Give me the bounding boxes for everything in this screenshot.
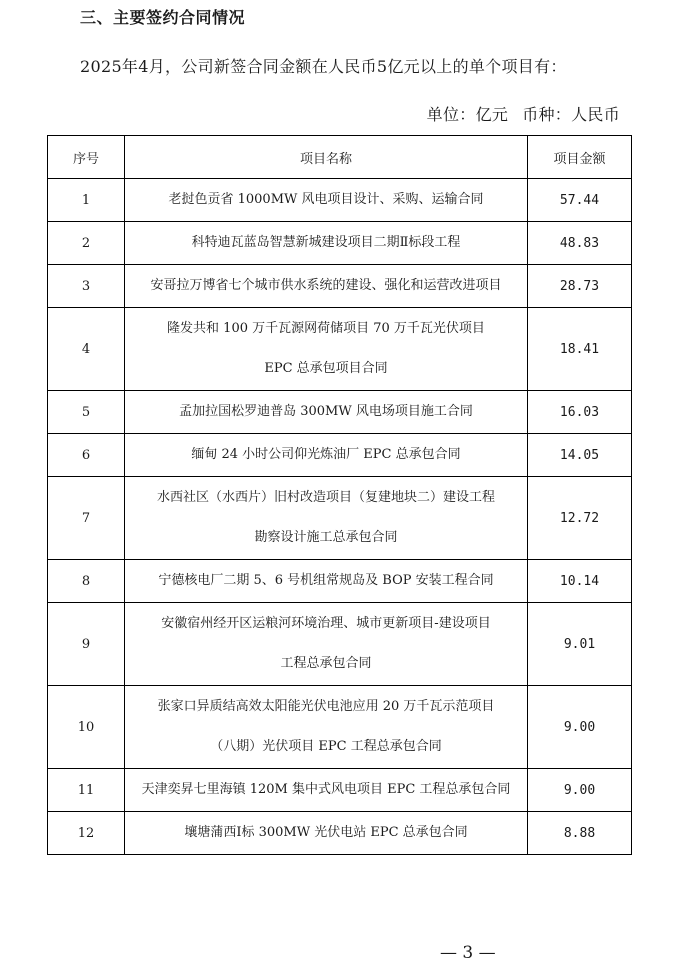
project-amount: 10.14 (528, 560, 632, 603)
project-amount: 48.83 (528, 222, 632, 265)
table-row (48, 812, 632, 855)
project-name-line: 工程总承包合同 (280, 656, 372, 671)
table-row (48, 265, 632, 308)
row-number: 6 (48, 434, 125, 477)
project-name-line: 壤塘蒲西Ⅰ标 300MW 光伏电站 EPC 总承包合同 (184, 825, 468, 840)
header-name: 项目名称 (125, 136, 528, 179)
project-name-line: 天津奕昇七里海镇 120M 集中式风电项目 EPC 工程总承包合同 (141, 782, 511, 797)
project-name-line: 孟加拉国松罗迪普岛 300MW 风电场项目施工合同 (179, 404, 473, 419)
row-number: 7 (48, 477, 125, 560)
row-number: 10 (48, 686, 125, 769)
project-name (125, 179, 528, 222)
project-name (125, 265, 528, 308)
project-name (125, 391, 528, 434)
table-row (48, 686, 632, 769)
unit-label: 单位：亿元 (426, 105, 509, 124)
project-name (125, 769, 528, 812)
project-amount: 9.00 (528, 686, 632, 769)
contracts-table-body (48, 179, 632, 855)
project-name (125, 222, 528, 265)
project-name (125, 560, 528, 603)
project-name-line: 宁德核电厂二期 5、6 号机组常规岛及 BOP 安装工程合同 (158, 573, 494, 588)
project-name-line: EPC 总承包项目合同 (264, 361, 388, 376)
unit-line (427, 104, 620, 126)
header-no: 序号 (48, 136, 125, 179)
project-amount: 57.44 (528, 179, 632, 222)
table-row (48, 222, 632, 265)
intro-paragraph: 2025年4月，公司新签合同金额在人民币5亿元以上的单个项目有： (80, 57, 567, 76)
project-amount: 28.73 (528, 265, 632, 308)
project-name (125, 603, 528, 686)
project-name-line: 隆发共和 100 万千瓦源网荷储项目 70 万千瓦光伏项目 (167, 321, 485, 336)
row-number: 3 (48, 265, 125, 308)
project-name-line: 缅甸 24 小时公司仰光炼油厂 EPC 总承包合同 (191, 447, 461, 462)
page-number: — 3 — (440, 943, 496, 963)
row-number: 4 (48, 308, 125, 391)
table-row (48, 603, 632, 686)
project-amount: 14.05 (528, 434, 632, 477)
table-row (48, 560, 632, 603)
row-number: 12 (48, 812, 125, 855)
header-amount: 项目金额 (528, 136, 632, 179)
currency-label: 币种：人民币 (522, 105, 620, 124)
project-amount: 16.03 (528, 391, 632, 434)
row-number: 1 (48, 179, 125, 222)
project-amount: 12.72 (528, 477, 632, 560)
section-heading: 三、主要签约合同情况 (80, 8, 246, 27)
table-row (48, 434, 632, 477)
project-name (125, 686, 528, 769)
contracts-table (47, 135, 632, 855)
table-header-row (48, 136, 632, 179)
project-amount: 18.41 (528, 308, 632, 391)
project-name (125, 812, 528, 855)
project-name-line: 勘察设计施工总承包合同 (254, 530, 398, 545)
row-number: 2 (48, 222, 125, 265)
row-number: 8 (48, 560, 125, 603)
row-number: 11 (48, 769, 125, 812)
table-row (48, 179, 632, 222)
table-row (48, 477, 632, 560)
table-row (48, 391, 632, 434)
project-name-line: （八期）光伏项目 EPC 工程总承包合同 (210, 739, 442, 754)
table-row (48, 769, 632, 812)
project-name-line: 老挝色贡省 1000MW 风电项目设计、采购、运输合同 (168, 192, 484, 207)
project-name-line: 安哥拉万博省七个城市供水系统的建设、强化和运营改进项目 (150, 278, 502, 293)
project-name (125, 308, 528, 391)
project-amount: 9.01 (528, 603, 632, 686)
project-name (125, 477, 528, 560)
project-name-line: 张家口异质结高效太阳能光伏电池应用 20 万千瓦示范项目 (157, 699, 495, 714)
project-name (125, 434, 528, 477)
project-name-line: 安徽宿州经开区运粮河环境治理、城市更新项目-建设项目 (161, 616, 491, 631)
project-name-line: 科特迪瓦蓝岛智慧新城建设项目二期Ⅱ标段工程 (191, 235, 461, 250)
project-amount: 8.88 (528, 812, 632, 855)
table-row (48, 308, 632, 391)
project-name-line: 水西社区（水西片）旧村改造项目（复建地块二）建设工程 (156, 490, 495, 505)
project-amount: 9.00 (528, 769, 632, 812)
row-number: 9 (48, 603, 125, 686)
row-number: 5 (48, 391, 125, 434)
